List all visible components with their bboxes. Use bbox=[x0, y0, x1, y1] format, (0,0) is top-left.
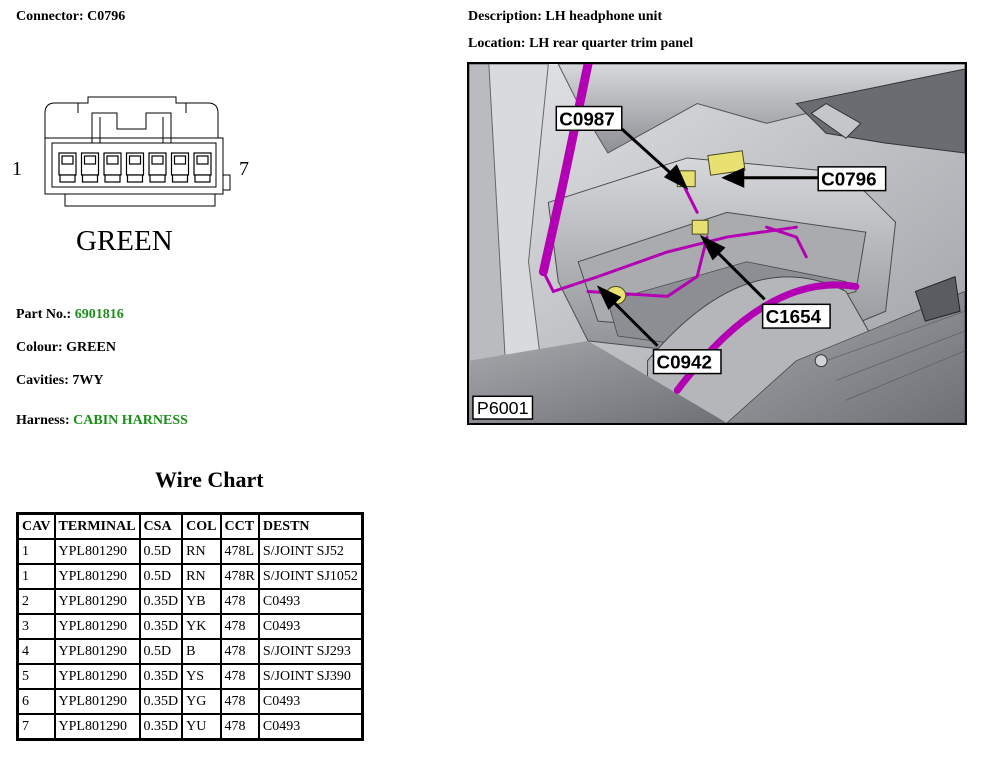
wire-table-cell: 1 bbox=[18, 539, 55, 564]
cavity-terminal-5 bbox=[152, 156, 163, 164]
wire-chart-title: Wire Chart bbox=[155, 467, 264, 492]
part-no-value[interactable]: 6901816 bbox=[74, 307, 124, 322]
wire-table-cell: 4 bbox=[18, 639, 55, 664]
wire-table-cell: B bbox=[182, 639, 220, 664]
wire-table-cell: 0.35D bbox=[140, 714, 183, 740]
wire-table-cell: 0.5D bbox=[140, 639, 183, 664]
wire-table-cell: RN bbox=[182, 539, 220, 564]
wire-table-cell: YPL801290 bbox=[55, 639, 140, 664]
description-line bbox=[468, 9, 662, 25]
wire-table-row bbox=[18, 689, 363, 714]
wire-table-cell: 478 bbox=[221, 689, 259, 714]
wire-table-cell: 5 bbox=[18, 664, 55, 689]
wire-chart-table bbox=[16, 512, 364, 741]
wire-table-header-row bbox=[18, 514, 363, 540]
wire-table-body bbox=[18, 539, 363, 740]
description-value: LH headphone unit bbox=[545, 9, 663, 24]
wire-table-header-cell: CSA bbox=[140, 514, 183, 540]
part-no-label: Part No.: bbox=[16, 307, 72, 322]
cavity-group bbox=[59, 153, 211, 182]
wire-table-cell: 0.35D bbox=[140, 689, 183, 714]
wire-table-row bbox=[18, 539, 363, 564]
cavity-latch-2 bbox=[83, 175, 98, 182]
wire-table-header-cell: COL bbox=[182, 514, 220, 540]
wire-table-cell: 0.5D bbox=[140, 564, 183, 589]
wire-table-cell: YS bbox=[182, 664, 220, 689]
wire-table-header-cell: DESTN bbox=[259, 514, 363, 540]
photo-id-label: P6001 bbox=[476, 398, 529, 419]
callout-c0942: C0942 bbox=[656, 351, 712, 373]
connector-label: Connector: bbox=[16, 9, 84, 24]
cavity-terminal-4 bbox=[130, 156, 141, 164]
colour-label: Colour: bbox=[16, 340, 63, 355]
wire-table-cell: YU bbox=[182, 714, 220, 740]
pin-first-label: 1 bbox=[12, 158, 22, 180]
location-label: Location: bbox=[468, 36, 526, 51]
colour-line bbox=[16, 340, 116, 356]
wire-table-cell: 478 bbox=[221, 639, 259, 664]
harness-value[interactable]: CABIN HARNESS bbox=[73, 413, 188, 428]
wire-table-cell: 478 bbox=[221, 664, 259, 689]
cavity-latch-5 bbox=[150, 175, 165, 182]
cavity-latch-6 bbox=[173, 175, 188, 182]
wire-table-cell: YPL801290 bbox=[55, 539, 140, 564]
location-photo-svg bbox=[469, 64, 965, 423]
cavity-latch-1 bbox=[60, 175, 75, 182]
wire-table-cell: RN bbox=[182, 564, 220, 589]
wire-table-row bbox=[18, 639, 363, 664]
wire-table-header-cell: CAV bbox=[18, 514, 55, 540]
harness-label: Harness: bbox=[16, 413, 70, 428]
wire-table-header-cell: TERMINAL bbox=[55, 514, 140, 540]
connector-line bbox=[16, 9, 125, 25]
wire-table-cell: 0.35D bbox=[140, 614, 183, 639]
location-photo bbox=[467, 62, 967, 425]
connector-face-svg bbox=[10, 95, 270, 265]
cavity-latch-4 bbox=[128, 175, 143, 182]
wire-table-row bbox=[18, 564, 363, 589]
cavity-terminal-6 bbox=[175, 156, 186, 164]
description-label: Description: bbox=[468, 9, 542, 24]
cavity-latch-3 bbox=[105, 175, 120, 182]
wire-table-cell: C0493 bbox=[259, 689, 363, 714]
wire-table-cell: YPL801290 bbox=[55, 689, 140, 714]
cavity-terminal-7 bbox=[197, 156, 208, 164]
wire-table-cell: YG bbox=[182, 689, 220, 714]
callout-c0987: C0987 bbox=[559, 108, 615, 130]
part-no-line bbox=[16, 307, 124, 323]
pin-last-label: 7 bbox=[239, 158, 249, 180]
cavity-latch-7 bbox=[195, 175, 210, 182]
wire-table-row bbox=[18, 714, 363, 740]
connector-value: C0796 bbox=[87, 9, 126, 24]
wire-table-cell: 0.35D bbox=[140, 589, 183, 614]
wire-table-cell: C0493 bbox=[259, 589, 363, 614]
wire-table-row bbox=[18, 664, 363, 689]
wire-table-cell: S/JOINT SJ293 bbox=[259, 639, 363, 664]
wire-table-cell: S/JOINT SJ390 bbox=[259, 664, 363, 689]
wire-table-cell: YPL801290 bbox=[55, 664, 140, 689]
wire-table-cell: 0.35D bbox=[140, 664, 183, 689]
wire-table-cell: 3 bbox=[18, 614, 55, 639]
wire-table-cell: YK bbox=[182, 614, 220, 639]
wire-table-cell: C0493 bbox=[259, 614, 363, 639]
location-value: LH rear quarter trim panel bbox=[529, 36, 694, 51]
colour-value: GREEN bbox=[66, 340, 116, 355]
callout-c0796: C0796 bbox=[821, 168, 877, 190]
wire-table-row bbox=[18, 589, 363, 614]
cavities-label: Cavities: bbox=[16, 373, 69, 388]
connector-face-drawing bbox=[10, 95, 270, 265]
drawing-colour-text: GREEN bbox=[76, 225, 173, 257]
cavities-value: 7WY bbox=[72, 373, 104, 388]
callout-c1654: C1654 bbox=[765, 306, 822, 328]
wire-table-cell: 7 bbox=[18, 714, 55, 740]
wire-table-cell: YPL801290 bbox=[55, 714, 140, 740]
cavity-terminal-3 bbox=[107, 156, 118, 164]
wire-table-cell: C0493 bbox=[259, 714, 363, 740]
wire-table-cell: 1 bbox=[18, 564, 55, 589]
cavities-line bbox=[16, 373, 104, 389]
cavity-terminal-2 bbox=[85, 156, 96, 164]
wire-table-cell: 478 bbox=[221, 589, 259, 614]
wire-table-cell: YPL801290 bbox=[55, 564, 140, 589]
wire-table-cell: 478R bbox=[221, 564, 259, 589]
wire-table-row bbox=[18, 614, 363, 639]
wire-table-cell: 2 bbox=[18, 589, 55, 614]
wire-table-cell: S/JOINT SJ1052 bbox=[259, 564, 363, 589]
location-line bbox=[468, 36, 693, 52]
wire-table-cell: YPL801290 bbox=[55, 589, 140, 614]
harness-line bbox=[16, 413, 188, 429]
wire-table-cell: YPL801290 bbox=[55, 614, 140, 639]
wire-table-cell: 0.5D bbox=[140, 539, 183, 564]
wire-table-cell: 6 bbox=[18, 689, 55, 714]
wire-table-cell: YB bbox=[182, 589, 220, 614]
wire-table-cell: S/JOINT SJ52 bbox=[259, 539, 363, 564]
wire-table-cell: 478 bbox=[221, 714, 259, 740]
wire-table-header-cell: CCT bbox=[221, 514, 259, 540]
wire-table-cell: 478 bbox=[221, 614, 259, 639]
wire-table-cell: 478L bbox=[221, 539, 259, 564]
cavity-terminal-1 bbox=[62, 156, 73, 164]
